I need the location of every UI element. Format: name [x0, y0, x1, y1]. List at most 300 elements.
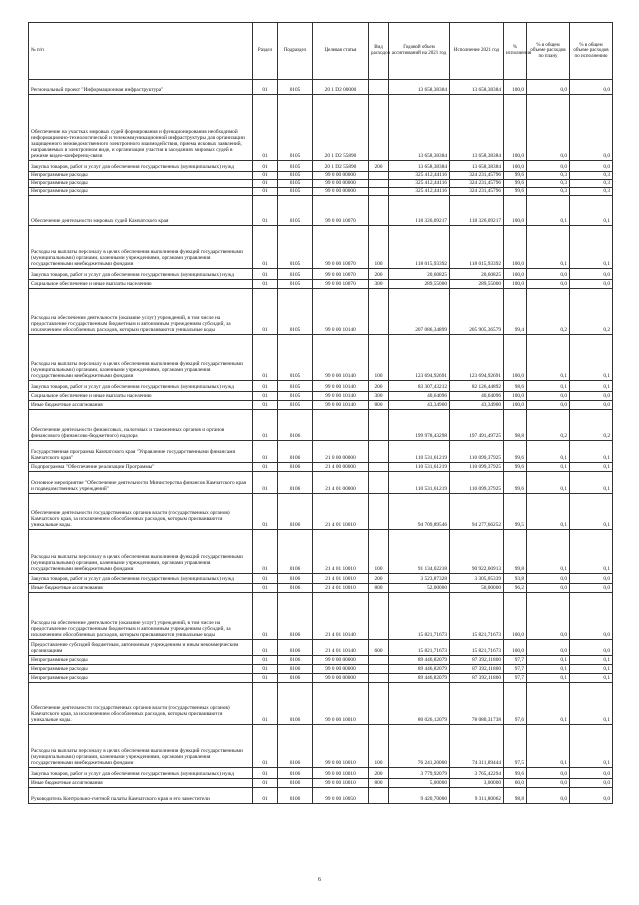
cell-ispoln: 324 231,45796	[450, 172, 504, 180]
cell-pct: 100,0	[504, 196, 527, 226]
cell-pct: 99,6	[504, 180, 527, 188]
cell-name: Расходы на выплаты персоналу в целях обеспечения выполнения функций государственными (муниципальными) органами, казенными учреждениями, органами управления государственными внебюджетными фондами	[29, 335, 253, 381]
cell-podrazdel: 0105	[278, 80, 313, 95]
cell-ispoln: 123 694,92691	[450, 335, 504, 381]
cell-pct: 100,0	[504, 269, 527, 280]
cell-plan: 123 694,92691	[389, 335, 450, 381]
cell-plan: 15 821,71673	[389, 640, 450, 656]
cell-podrazdel: 0105	[278, 289, 313, 335]
header-cell: Годовой объем ассигнований на 2021 год	[389, 23, 450, 80]
cell-razdel: 01	[253, 80, 278, 95]
cell-ispoln: 74 311,89444	[450, 725, 504, 768]
table-row	[29, 95, 613, 161]
cell-razdel: 01	[253, 441, 278, 463]
cell-pisp: 0,2	[570, 289, 613, 335]
cell-razdel: 01	[253, 584, 278, 593]
cell-vr: 300	[369, 280, 389, 289]
cell-razdel: 01	[253, 188, 278, 196]
cell-vr	[369, 188, 389, 196]
cell-cs: 21 4 00 00000	[313, 463, 369, 472]
cell-cs: 99 0 00 10140	[313, 401, 369, 410]
cell-vr: 300	[369, 392, 389, 401]
cell-pplan: 0,1	[527, 335, 570, 381]
cell-razdel: 01	[253, 472, 278, 494]
cell-plan: 3 523,87328	[389, 574, 450, 584]
cell-pisp: 0,0	[570, 401, 613, 410]
cell-name: Расходы на выплаты персоналу в целях обеспечения выполнения функций государственными (муниципальными) органами, казенными учреждениями, органами управления государственными внебюджетными фондами	[29, 530, 253, 574]
cell-pct: 100,0	[504, 401, 527, 410]
cell-vr: 800	[369, 401, 389, 410]
cell-pct: 98,6	[504, 381, 527, 392]
cell-name: Расходы на выплаты персоналу в целях обеспечения выполнения функций государственными (муниципальными) органами, казенными учреждениями, органами управления государственными внебюджетными фондами	[29, 725, 253, 768]
cell-plan: 13 658,38384	[389, 80, 450, 95]
cell-cs: 21 4 01 10010	[313, 494, 369, 530]
cell-cs: 99 0 00 00000	[313, 656, 369, 665]
cell-pct: 99,6	[504, 472, 527, 494]
cell-pct: 100,0	[504, 392, 527, 401]
cell-pplan: 0,0	[527, 593, 570, 640]
cell-pplan: 0,1	[527, 226, 570, 269]
cell-pplan: 0,0	[527, 269, 570, 280]
cell-ispoln: 40,64096	[450, 392, 504, 401]
table-row	[29, 441, 613, 463]
cell-razdel: 01	[253, 656, 278, 665]
header-cell: Раздел	[253, 23, 278, 80]
cell-podrazdel: 0105	[278, 381, 313, 392]
cell-pplan: 0,0	[527, 574, 570, 584]
cell-pplan: 0,0	[527, 392, 570, 401]
cell-podrazdel: 0105	[278, 392, 313, 401]
cell-vr: 200	[369, 768, 389, 779]
table-row	[29, 381, 613, 392]
cell-ispoln: 78 080,31738	[450, 683, 504, 725]
cell-pct: 93,8	[504, 574, 527, 584]
cell-razdel: 01	[253, 665, 278, 674]
cell-pct: 97,7	[504, 656, 527, 665]
cell-cs	[313, 410, 369, 441]
cell-plan: 94 709,89546	[389, 494, 450, 530]
cell-plan: 40,64096	[389, 392, 450, 401]
cell-pct: 99,6	[504, 172, 527, 180]
cell-vr: 200	[369, 574, 389, 584]
cell-ispoln: 13 658,38384	[450, 95, 504, 161]
cell-podrazdel: 0105	[278, 188, 313, 196]
cell-ispoln: 118 015,93392	[450, 226, 504, 269]
cell-vr: 200	[369, 269, 389, 280]
cell-ispoln: 90 922,60913	[450, 530, 504, 574]
cell-razdel: 01	[253, 180, 278, 188]
cell-podrazdel: 0105	[278, 161, 313, 172]
cell-razdel: 01	[253, 494, 278, 530]
cell-pisp: 0,3	[570, 180, 613, 188]
header-cell: % в общем объеме расходов по плану	[527, 23, 570, 80]
cell-pisp: 0,1	[570, 196, 613, 226]
table-row	[29, 768, 613, 779]
cell-plan: 83 307,43212	[389, 381, 450, 392]
cell-razdel: 01	[253, 674, 278, 683]
cell-pplan: 0,0	[527, 401, 570, 410]
table-row	[29, 656, 613, 665]
cell-vr: 100	[369, 335, 389, 381]
cell-razdel: 01	[253, 269, 278, 280]
table-row	[29, 410, 613, 441]
cell-ispoln: 324 231,45796	[450, 188, 504, 196]
cell-cs: 21 0 00 00000	[313, 441, 369, 463]
cell-pplan: 0,1	[527, 441, 570, 463]
cell-plan: 3 779,92079	[389, 768, 450, 779]
cell-ispoln: 110 099,37925	[450, 463, 504, 472]
cell-cs: 21 4 01 10010	[313, 530, 369, 574]
table-row	[29, 788, 613, 804]
cell-plan: 89 446,82079	[389, 674, 450, 683]
cell-vr	[369, 196, 389, 226]
cell-cs: 99 0 00 00000	[313, 172, 369, 180]
cell-name: Подпрограмма "Обеспечение реализации Программы"	[29, 463, 253, 472]
cell-cs: 99 0 00 10010	[313, 725, 369, 768]
cell-plan: 110 531,61219	[389, 463, 450, 472]
cell-razdel: 01	[253, 392, 278, 401]
cell-vr	[369, 95, 389, 161]
header-cell: % в общем объеме расходов по исполнению	[570, 23, 613, 80]
cell-pisp: 0,1	[570, 665, 613, 674]
cell-podrazdel: 0106	[278, 674, 313, 683]
cell-cs: 99 0 00 10070	[313, 269, 369, 280]
cell-name: Непрограммные расходы	[29, 656, 253, 665]
table-row	[29, 269, 613, 280]
cell-pisp: 0,1	[570, 683, 613, 725]
cell-pct: 97,5	[504, 725, 527, 768]
table-row	[29, 674, 613, 683]
header-cell: Исполнение 2021 год	[450, 23, 504, 80]
cell-name: Закупка товаров, работ и услуг для обеспечения государственных (муниципальных) нужд	[29, 161, 253, 172]
cell-pisp: 0,0	[570, 574, 613, 584]
cell-pplan: 0,0	[527, 779, 570, 788]
table-row	[29, 472, 613, 494]
cell-razdel: 01	[253, 280, 278, 289]
table-row	[29, 226, 613, 269]
cell-pct: 96,2	[504, 584, 527, 593]
cell-pplan: 0,1	[527, 494, 570, 530]
cell-name: Предоставление субсидий бюджетным, автономным учреждениям и иным некоммерческим организациям	[29, 640, 253, 656]
cell-cs: 99 0 00 10140	[313, 289, 369, 335]
cell-vr	[369, 494, 389, 530]
table-row	[29, 80, 613, 95]
cell-plan: 118 326,09217	[389, 196, 450, 226]
cell-vr	[369, 674, 389, 683]
cell-podrazdel: 0106	[278, 441, 313, 463]
cell-ispoln: 87 392,11800	[450, 665, 504, 674]
cell-pplan: 0,3	[527, 180, 570, 188]
table-row	[29, 593, 613, 640]
cell-name: Иные бюджетные ассигнования	[29, 584, 253, 593]
cell-plan: 118 015,93392	[389, 226, 450, 269]
cell-pplan: 0,1	[527, 656, 570, 665]
cell-cs: 20 1 D2 55890	[313, 161, 369, 172]
cell-plan: 20,60825	[389, 269, 450, 280]
cell-pct: 99,6	[504, 188, 527, 196]
cell-plan: 199 978,43298	[389, 410, 450, 441]
header-cell: № п/п	[29, 23, 253, 80]
table-row	[29, 280, 613, 289]
cell-pct: 98,8	[504, 788, 527, 804]
cell-vr	[369, 665, 389, 674]
cell-ispoln: 87 392,11800	[450, 656, 504, 665]
cell-name: Непрограммные расходы	[29, 665, 253, 674]
cell-ispoln: 3,00000	[450, 779, 504, 788]
table-row	[29, 180, 613, 188]
cell-podrazdel: 0106	[278, 463, 313, 472]
cell-pplan: 0,1	[527, 665, 570, 674]
cell-cs: 99 0 00 10070	[313, 280, 369, 289]
cell-cs: 21 4 01 10140	[313, 593, 369, 640]
table-row	[29, 683, 613, 725]
cell-pisp: 0,0	[570, 593, 613, 640]
cell-pct: 100,0	[504, 335, 527, 381]
cell-ispoln: 289,55000	[450, 280, 504, 289]
cell-name: Расходы на обеспечение деятельности (оказание услуг) учреждений, в том числе на предоставление государственным бюджетным и автономным учреждениям субсидий, за исключением обособленных расходов, которым присваиваются уникальные коды	[29, 289, 253, 335]
cell-podrazdel: 0105	[278, 226, 313, 269]
cell-razdel: 01	[253, 226, 278, 269]
cell-podrazdel: 0106	[278, 472, 313, 494]
cell-name: Руководитель Контрольно-счетной палаты Камчатского края и его заместители	[29, 788, 253, 804]
cell-name: Обеспечение деятельности государственных органов власти (государственных органов) Камчатского края, за исключением обособленных расходов, которым присваиваются уникальные коды.	[29, 683, 253, 725]
cell-name: Закупка товаров, работ и услуг для обеспечения государственных (муниципальных) нужд	[29, 574, 253, 584]
table-row	[29, 725, 613, 768]
cell-plan: 207 086,34899	[389, 289, 450, 335]
cell-vr	[369, 410, 389, 441]
cell-pplan: 0,1	[527, 463, 570, 472]
cell-name: Социальное обеспечение и иные выплаты населению	[29, 280, 253, 289]
cell-pplan: 0,0	[527, 280, 570, 289]
cell-vr	[369, 80, 389, 95]
table-row	[29, 161, 613, 172]
cell-pisp: 0,0	[570, 95, 613, 161]
cell-cs: 99 0 00 10010	[313, 779, 369, 788]
cell-podrazdel: 0106	[278, 725, 313, 768]
cell-pplan: 0,1	[527, 683, 570, 725]
cell-razdel: 01	[253, 640, 278, 656]
cell-vr	[369, 172, 389, 180]
cell-vr	[369, 593, 389, 640]
cell-pplan: 0,2	[527, 289, 570, 335]
cell-cs: 99 0 00 10140	[313, 381, 369, 392]
table-row	[29, 463, 613, 472]
cell-ispoln: 324 231,45796	[450, 180, 504, 188]
cell-ispoln: 197 491,49725	[450, 410, 504, 441]
cell-cs: 99 0 00 10140	[313, 392, 369, 401]
cell-razdel: 01	[253, 335, 278, 381]
cell-podrazdel: 0106	[278, 788, 313, 804]
header-cell: % исполнения	[504, 23, 527, 80]
cell-name: Обеспечение деятельности государственных органов власти (государственных органов) Камчатского края, за исключением обособленных расходов, которым присваиваются уникальные коды.	[29, 494, 253, 530]
cell-razdel: 01	[253, 768, 278, 779]
cell-razdel: 01	[253, 381, 278, 392]
cell-plan: 13 658,38384	[389, 161, 450, 172]
cell-pisp: 0,1	[570, 381, 613, 392]
cell-plan: 76 241,20000	[389, 725, 450, 768]
cell-vr: 800	[369, 779, 389, 788]
table-row	[29, 584, 613, 593]
cell-plan: 15 821,71673	[389, 593, 450, 640]
cell-pisp: 0,1	[570, 226, 613, 269]
cell-plan: 289,55000	[389, 280, 450, 289]
cell-name: Обеспечение деятельности мировых судей Камчатского края	[29, 196, 253, 226]
cell-podrazdel: 0105	[278, 401, 313, 410]
cell-ispoln: 94 277,66252	[450, 494, 504, 530]
cell-razdel: 01	[253, 172, 278, 180]
cell-pct: 98,8	[504, 410, 527, 441]
cell-razdel: 01	[253, 779, 278, 788]
cell-podrazdel: 0105	[278, 269, 313, 280]
cell-pct: 100,0	[504, 593, 527, 640]
cell-cs: 99 0 00 10070	[313, 196, 369, 226]
cell-pct: 99,6	[504, 463, 527, 472]
cell-ispoln: 82 126,44892	[450, 381, 504, 392]
cell-cs: 21 4 01 00000	[313, 472, 369, 494]
cell-pct: 99,6	[504, 441, 527, 463]
cell-pplan: 0,1	[527, 381, 570, 392]
cell-pisp: 0,2	[570, 410, 613, 441]
cell-podrazdel: 0106	[278, 584, 313, 593]
cell-name: Основное мероприятие "Обеспечение деятельности Министерства финансов Камчатского края и подведомственных учреждений"	[29, 472, 253, 494]
cell-vr	[369, 656, 389, 665]
cell-cs: 99 0 00 00000	[313, 180, 369, 188]
cell-pplan: 0,1	[527, 196, 570, 226]
cell-podrazdel: 0106	[278, 640, 313, 656]
cell-pisp: 0,1	[570, 656, 613, 665]
cell-vr	[369, 472, 389, 494]
cell-podrazdel: 0105	[278, 95, 313, 161]
cell-name: Иные бюджетные ассигнования	[29, 779, 253, 788]
page-number: 6	[318, 877, 321, 883]
cell-cs: 99 0 00 10070	[313, 226, 369, 269]
cell-podrazdel: 0106	[278, 574, 313, 584]
cell-name: Закупка товаров, работ и услуг для обеспечения государственных (муниципальных) нужд	[29, 269, 253, 280]
cell-cs: 99 0 00 10050	[313, 788, 369, 804]
cell-pisp: 0,0	[570, 161, 613, 172]
cell-plan: 89 446,82079	[389, 665, 450, 674]
cell-pct: 99,6	[504, 768, 527, 779]
table-row	[29, 392, 613, 401]
cell-vr: 200	[369, 381, 389, 392]
cell-razdel: 01	[253, 410, 278, 441]
cell-ispoln: 15 821,71673	[450, 593, 504, 640]
cell-pplan: 0,0	[527, 768, 570, 779]
cell-name: Иные бюджетные ассигнования	[29, 401, 253, 410]
cell-vr	[369, 683, 389, 725]
cell-pplan: 0,1	[527, 674, 570, 683]
cell-cs: 99 0 00 10010	[313, 768, 369, 779]
cell-pisp: 0,1	[570, 441, 613, 463]
cell-pct: 99,4	[504, 289, 527, 335]
cell-podrazdel: 0106	[278, 768, 313, 779]
cell-plan: 5,00000	[389, 779, 450, 788]
cell-name: Непрограммные расходы	[29, 172, 253, 180]
cell-pplan: 0,0	[527, 640, 570, 656]
cell-pisp: 0,1	[570, 494, 613, 530]
cell-pct: 100,0	[504, 80, 527, 95]
cell-name: Расходы на обеспечение деятельности (оказание услуг) учреждений, в том числе на предоставление государственным бюджетным и автономным учреждениям субсидий, за исключением обособленных расходов, которым присваиваются уникальные коды	[29, 593, 253, 640]
cell-podrazdel: 0106	[278, 410, 313, 441]
cell-pct: 100,0	[504, 161, 527, 172]
cell-razdel: 01	[253, 161, 278, 172]
cell-cs: 99 0 00 10010	[313, 683, 369, 725]
cell-ispoln: 118 326,09217	[450, 196, 504, 226]
cell-vr: 100	[369, 530, 389, 574]
cell-pplan: 0,1	[527, 725, 570, 768]
cell-pct: 100,0	[504, 226, 527, 269]
cell-plan: 52,00000	[389, 584, 450, 593]
cell-pplan: 0,0	[527, 584, 570, 593]
cell-plan: 80 026,12079	[389, 683, 450, 725]
cell-name: Непрограммные расходы	[29, 674, 253, 683]
cell-name: Закупка товаров, работ и услуг для обеспечения государственных (муниципальных) нужд	[29, 381, 253, 392]
cell-cs: 99 0 00 00000	[313, 674, 369, 683]
cell-vr	[369, 289, 389, 335]
table-row	[29, 530, 613, 574]
cell-razdel: 01	[253, 593, 278, 640]
table-row	[29, 574, 613, 584]
cell-ispoln: 15 821,71673	[450, 640, 504, 656]
cell-ispoln: 3 305,05339	[450, 574, 504, 584]
cell-vr: 100	[369, 725, 389, 768]
cell-podrazdel: 0106	[278, 494, 313, 530]
table-header-row	[29, 23, 613, 80]
cell-plan: 110 531,61219	[389, 472, 450, 494]
cell-plan: 325 412,44116	[389, 188, 450, 196]
cell-ispoln: 205 905,36579	[450, 289, 504, 335]
cell-ispoln: 13 658,38384	[450, 80, 504, 95]
cell-vr: 800	[369, 584, 389, 593]
cell-pisp: 0,1	[570, 335, 613, 381]
cell-pisp: 0,0	[570, 640, 613, 656]
cell-name: Расходы на выплаты персоналу в целях обеспечения выполнения функций государственными (муниципальными) органами, казенными учреждениями, органами управления государственными внебюджетными фондами	[29, 226, 253, 269]
cell-pplan: 0,0	[527, 80, 570, 95]
cell-plan: 325 412,44116	[389, 180, 450, 188]
cell-name: Региональный проект "Информационная инфраструктура"	[29, 80, 253, 95]
cell-podrazdel: 0106	[278, 779, 313, 788]
cell-ispoln: 43,34900	[450, 401, 504, 410]
cell-pisp: 0,0	[570, 80, 613, 95]
table-row	[29, 335, 613, 381]
table-row	[29, 188, 613, 196]
cell-razdel: 01	[253, 401, 278, 410]
cell-name: Закупка товаров, работ и услуг для обеспечения государственных (муниципальных) нужд	[29, 768, 253, 779]
cell-cs: 21 4 01 10010	[313, 584, 369, 593]
cell-podrazdel: 0105	[278, 335, 313, 381]
cell-vr	[369, 463, 389, 472]
cell-pct: 97,6	[504, 683, 527, 725]
table-row	[29, 172, 613, 180]
cell-pisp: 0,3	[570, 188, 613, 196]
table-row	[29, 289, 613, 335]
cell-pisp: 0,0	[570, 280, 613, 289]
table-row	[29, 640, 613, 656]
cell-name: Непрограммные расходы	[29, 180, 253, 188]
cell-razdel: 01	[253, 289, 278, 335]
cell-pisp: 0,0	[570, 768, 613, 779]
cell-plan: 110 531,61219	[389, 441, 450, 463]
cell-cs: 99 0 00 00000	[313, 188, 369, 196]
cell-pisp: 0,0	[570, 392, 613, 401]
cell-pplan: 0,0	[527, 95, 570, 161]
cell-pct: 100,0	[504, 640, 527, 656]
cell-pisp: 0,1	[570, 674, 613, 683]
cell-razdel: 01	[253, 788, 278, 804]
cell-razdel: 01	[253, 683, 278, 725]
cell-pplan: 0,3	[527, 172, 570, 180]
cell-cs: 20 1 D2 00000	[313, 80, 369, 95]
